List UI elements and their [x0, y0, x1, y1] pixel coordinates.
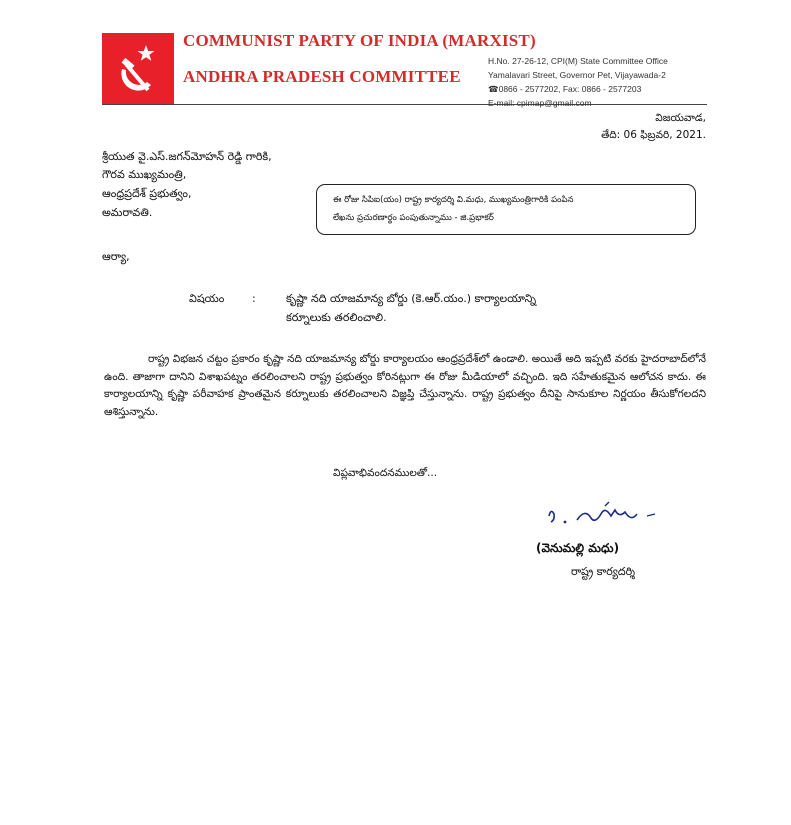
salutation: ఆర్యా, — [102, 250, 130, 263]
subject-label: విషయం — [189, 292, 225, 305]
hammer-sickle-star-icon — [102, 33, 174, 104]
recipient-line: అమరావతి. — [102, 206, 153, 219]
address-line: Yamalavari Street, Governor Pet, Vijayawada-2 — [488, 70, 666, 80]
subject-colon: : — [252, 292, 256, 305]
phone-line: ☎0866 - 2577202, Fax: 0866 - 2577203 — [488, 84, 642, 94]
email-line[interactable]: E-mail: cpimap@gmail.com — [488, 98, 592, 108]
signature-scribble — [545, 500, 665, 530]
recipient-line: గౌరవ ముఖ్యమంత్రి, — [102, 168, 187, 181]
recipient-line: ఆంధ్రప్రదేశ్ ప్రభుత్వం, — [102, 187, 192, 200]
committee-name: ANDHRA PRADESH COMMITTEE — [183, 67, 461, 86]
header-rule — [102, 104, 707, 105]
letter-body: రాష్ట్ర విభజన చట్టం ప్రకారం కృష్ణా నది యాజమాన్య బోర్డు కార్యాలయం ఆంధ్రప్రదేశ్‌లో ఉండాలి. అయితే అది ఇప్పటి వరకు హైదరాబాద్‌లోనే ఉంది. తాజాగా దానిని విశాఖపట్నం తరలించాలని రాష్ట్ర ప్రభుత్వం కోరినట్లుగా ఈ రోజు మీడియాలో వచ్చింది. ఇది సహేతుకమైన ఆలోచన కాదు. ఈ కార్యాలయాన్ని కృష్ణా పరీవాహక ప్రాంతమైన కర్నూలుకు తరలించాలని విజ్ఞప్తి చేస్తున్నాను. రాష్ట్ర ప్రభుత్వం దీనిపై సానుకూల నిర్ణయం తీసుకోగలదని ఆశిస్తున్నాను. — [104, 353, 706, 418]
address-line: H.No. 27-26-12, CPI(M) State Committee Office — [488, 56, 668, 66]
letter-date: తేది: 06 ఫిబ్రవరి, 2021. — [601, 129, 706, 141]
press-notice-line: లేఖను ప్రచురణార్థం పంపుతున్నాము - జి.ప్రభాకర్ — [333, 213, 494, 223]
closing: విప్లవాభివందనములతో... — [333, 467, 438, 479]
press-notice-box — [316, 184, 696, 235]
recipient-line: శ్రీయుత వై.ఎస్.జగన్‌మోహన్ రెడ్డి గారికి, — [102, 150, 272, 163]
subject-line: కృష్ణా నది యాజమాన్య బోర్డు (కె.ఆర్.యం.) కార్యాలయాన్ని — [286, 292, 537, 305]
party-logo — [102, 33, 174, 104]
press-notice-line: ఈ రోజు సిపిఐ(యం) రాష్ట్ర కార్యదర్శి వి.మధు, ముఖ్యమంత్రిగారికి పంపిన — [333, 195, 574, 205]
letter-place: విజయవాడ, — [655, 112, 706, 124]
party-name: COMMUNIST PARTY OF INDIA (MARXIST) — [183, 31, 536, 50]
subject-line: కర్నూలుకు తరలించాలి. — [286, 311, 387, 324]
signer-name: (వెనుమల్లి మధు) — [536, 541, 620, 555]
signer-designation: రాష్ట్ర కార్యదర్శి — [571, 565, 636, 578]
